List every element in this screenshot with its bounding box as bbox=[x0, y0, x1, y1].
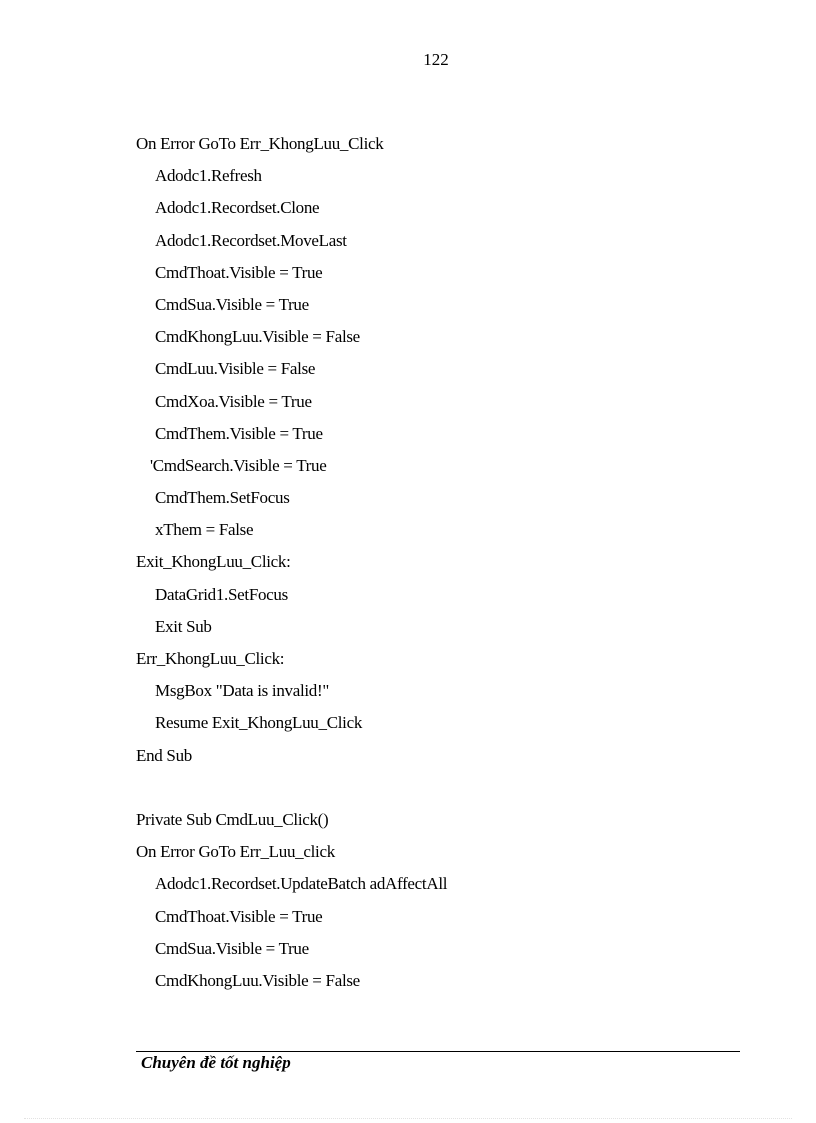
code-line: End Sub bbox=[136, 745, 192, 765]
code-line: Exit Sub bbox=[155, 616, 212, 636]
code-line: Err_KhongLuu_Click: bbox=[136, 649, 285, 668]
code-line: xThem = False bbox=[155, 520, 254, 540]
code-line: Adodc1.Recordset.MoveLast bbox=[155, 230, 347, 250]
code-line: Resume Exit_KhongLuu_Click bbox=[155, 713, 363, 733]
code-line: CmdSua.Visible = True bbox=[155, 294, 309, 314]
code-line: MsgBox "Data is invalid!" bbox=[155, 681, 330, 701]
code-line: 'CmdSearch.Visible = True bbox=[150, 455, 327, 475]
code-line: Adodc1.Recordset.Clone bbox=[155, 198, 320, 218]
code-line: CmdThoat.Visible = True bbox=[155, 262, 323, 282]
code-line: CmdXoa.Visible = True bbox=[155, 391, 312, 411]
code-line: CmdKhongLuu.Visible = False bbox=[155, 327, 360, 347]
code-line: DataGrid1.SetFocus bbox=[155, 584, 288, 604]
code-line: Adodc1.Recordset.UpdateBatch adAffectAll bbox=[155, 874, 448, 894]
page-number: 122 bbox=[423, 50, 449, 69]
code-line: CmdKhongLuu.Visible = False bbox=[155, 970, 360, 990]
code-line: Private Sub CmdLuu_Click() bbox=[136, 809, 329, 829]
code-line: On Error GoTo Err_Luu_click bbox=[136, 842, 335, 862]
code-line: Adodc1.Refresh bbox=[155, 166, 262, 186]
code-line: Exit_KhongLuu_Click: bbox=[136, 552, 291, 572]
code-line: On Error GoTo Err_KhongLuu_Click bbox=[136, 134, 384, 153]
code-line: CmdThem.SetFocus bbox=[155, 488, 290, 508]
blank-line bbox=[136, 776, 756, 808]
page-edge-dots bbox=[24, 1118, 792, 1119]
code-line: CmdSua.Visible = True bbox=[155, 938, 309, 958]
footer-title: Chuyên đề tốt nghiệp bbox=[141, 1053, 291, 1072]
footer-divider bbox=[136, 1051, 740, 1052]
code-line: CmdLuu.Visible = False bbox=[155, 359, 316, 379]
code-block bbox=[136, 132, 756, 1001]
code-line: CmdThem.Visible = True bbox=[155, 423, 323, 443]
code-line: CmdThoat.Visible = True bbox=[155, 906, 323, 926]
